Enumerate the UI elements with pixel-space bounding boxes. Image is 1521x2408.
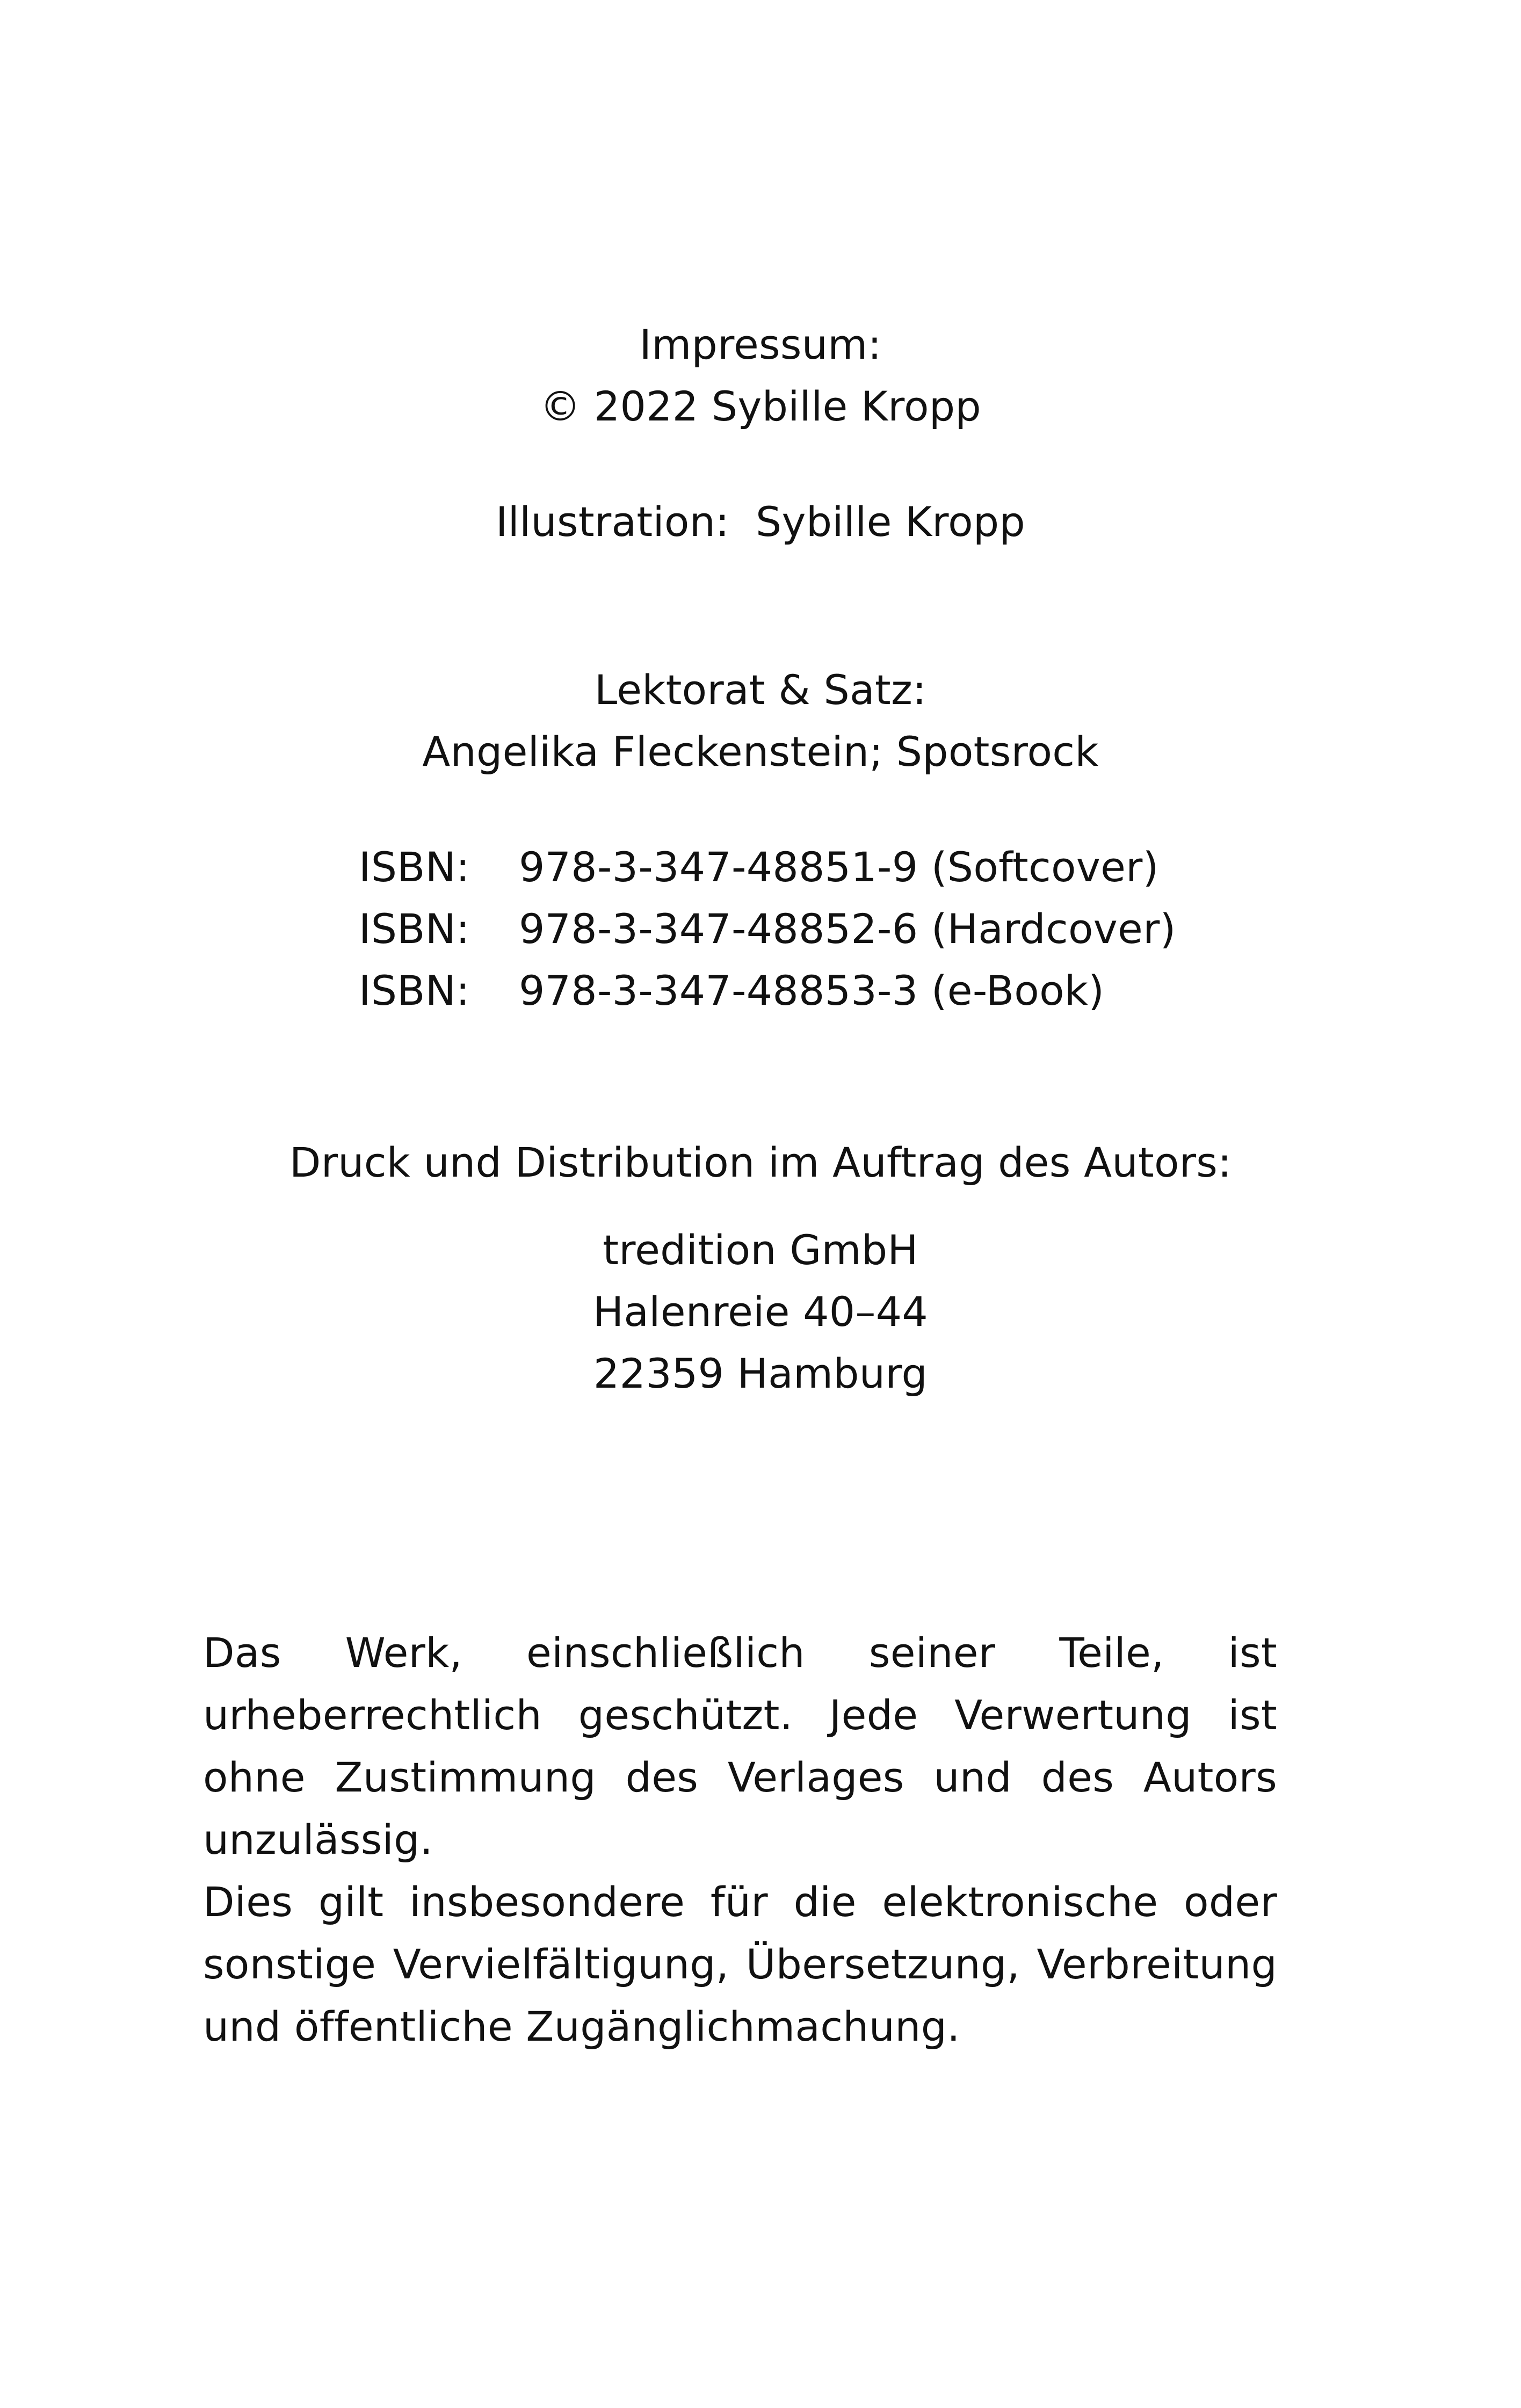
publisher-street: Halenreie 40–44: [592, 1288, 929, 1336]
isbn-value: 978-3-347-48852-6 (Hardcover): [519, 905, 1176, 953]
isbn-row-hardcover: [359, 902, 1176, 956]
publisher-name: tredition GmbH: [603, 1226, 918, 1274]
illustration-credit: Illustration: Sybille Kropp: [495, 498, 1026, 546]
isbn-row-softcover: [359, 840, 1159, 894]
impressum-heading: Impressum:: [639, 321, 882, 368]
isbn-row-ebook: [359, 964, 1104, 1018]
legal-paragraph-copyright: Das Werk, einschließlich seiner Teile, ist urheberrechtlich geschützt. Jede Verwertung ist ohne Zustimmung des Verlages und des Autors unzulässig.: [203, 1629, 1277, 1863]
publisher-city: 22359 Hamburg: [593, 1350, 928, 1397]
copyright-line: © 2022 Sybille Kropp: [540, 382, 981, 430]
editing-heading: Lektorat & Satz:: [594, 666, 927, 714]
editing-names: Angelika Fleckenstein; Spotsrock: [422, 728, 1099, 775]
isbn-value: 978-3-347-48853-3 (e-Book): [519, 967, 1105, 1014]
legal-paragraph-scope: Dies gilt insbesondere für die elektronische oder sonstige Vervielfältigung, Übersetzung, Verbreitung und öffentliche Zugänglichmachung.: [203, 1878, 1277, 2050]
isbn-label: ISBN:: [359, 905, 470, 953]
isbn-label: ISBN:: [359, 967, 470, 1014]
distribution-heading: Druck und Distribution im Auftrag des Autors:: [289, 1138, 1232, 1186]
isbn-value: 978-3-347-48851-9 (Softcover): [519, 843, 1159, 891]
legal-notice: [203, 1622, 1277, 2058]
isbn-label: ISBN:: [359, 843, 470, 891]
